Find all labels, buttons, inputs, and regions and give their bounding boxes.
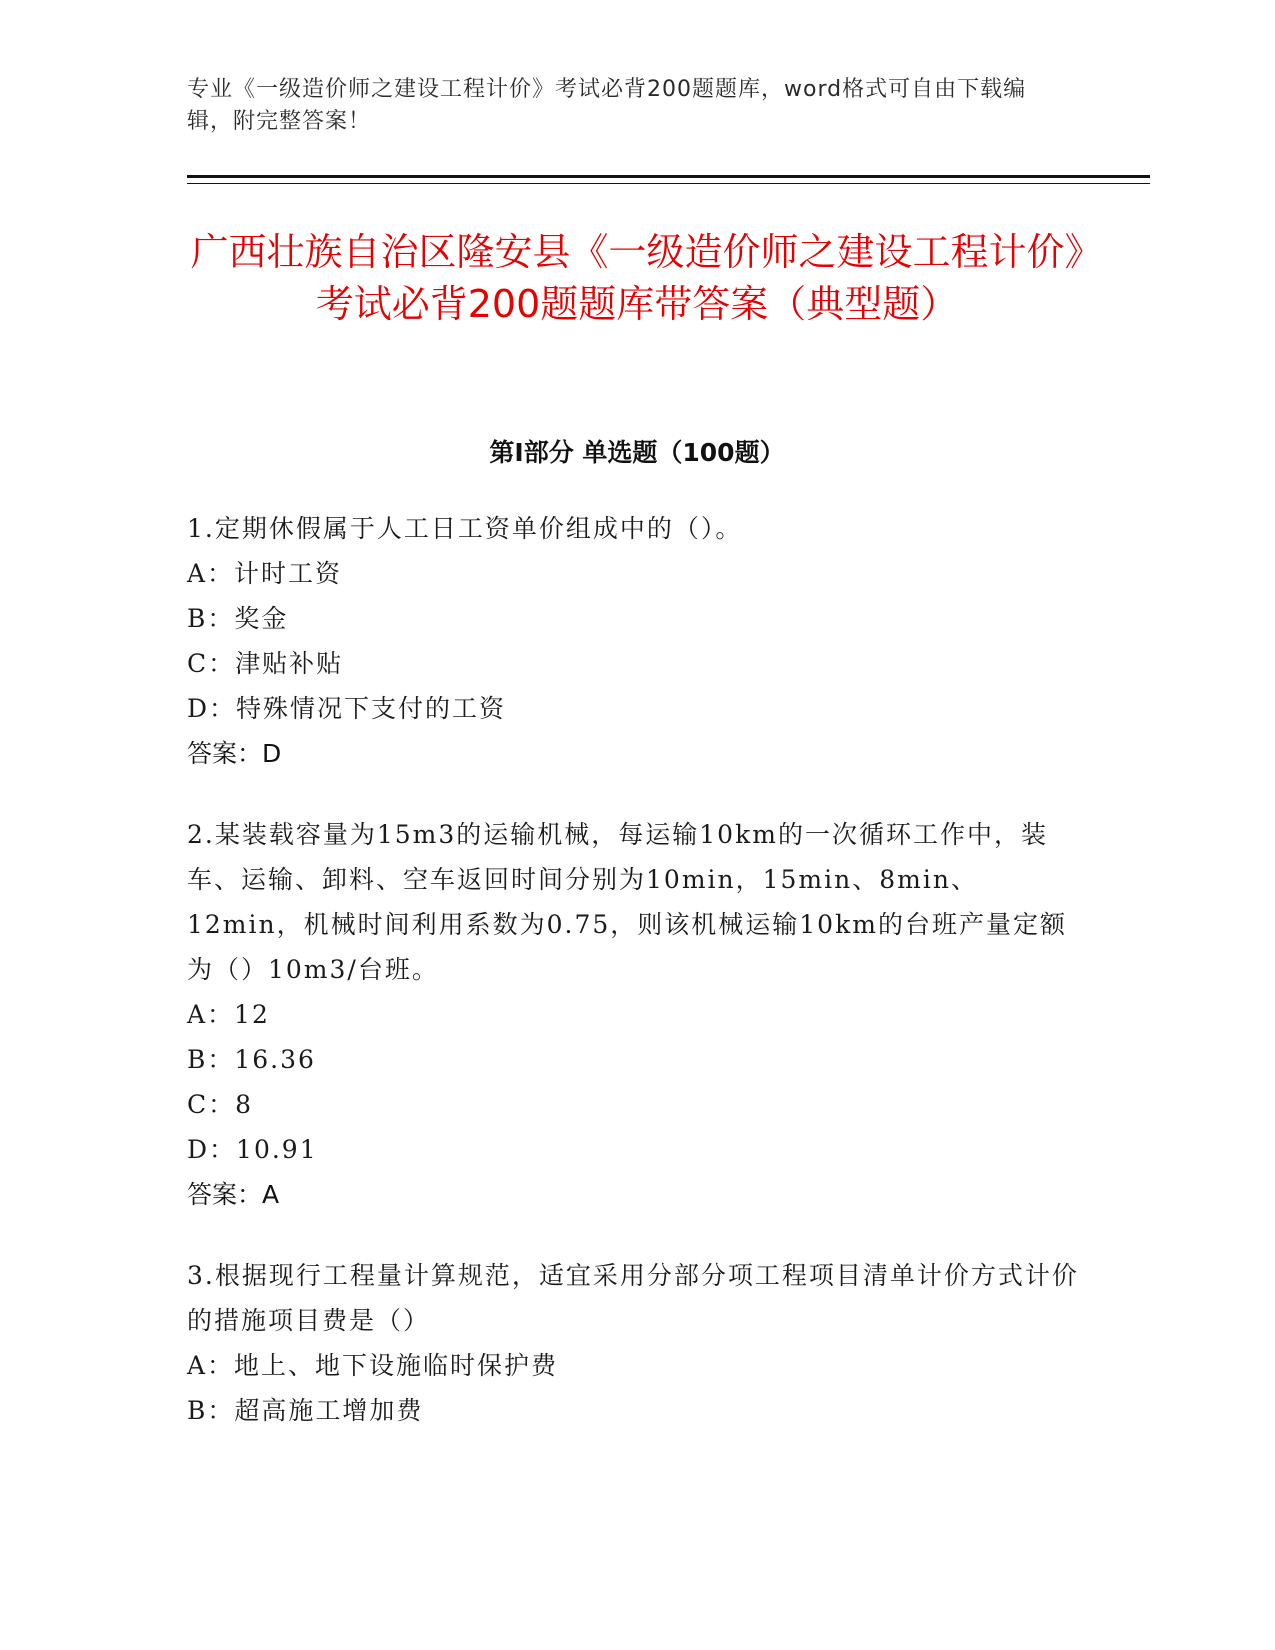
question-1: [187, 506, 1087, 776]
header-note: 专业《一级造价师之建设工程计价》考试必背200题题库，word格式可自由下载编辑，附完整答案！: [187, 77, 1027, 134]
header-rule-thin: [187, 183, 1150, 184]
option-d: D：特殊情况下支付的工资: [187, 694, 507, 723]
question-3: [187, 1253, 1087, 1433]
question-text: 2.某装载容量为15m3的运输机械，每运输10km的一次循环工作中，装车、运输、卸料、空车返回时间分别为10min，15min、8min、12min，机械时间利用系数为0.75，则该机械运输10km的台班产量定额为（）10m3/台班。: [187, 820, 1067, 984]
option-a: A：计时工资: [187, 559, 343, 588]
answer: 答案：D: [187, 739, 282, 768]
option-b: B：奖金: [187, 604, 289, 633]
option-c: C：8: [187, 1090, 254, 1119]
option-b: B：超高施工增加费: [187, 1396, 424, 1425]
question-2: [187, 812, 1087, 1217]
section-heading: 第I部分 单选题（100题）: [489, 438, 785, 467]
question-text: 1.定期休假属于人工日工资单价组成中的（）。: [187, 514, 743, 543]
question-text: 3.根据现行工程量计算规范，适宜采用分部分项工程项目清单计价方式计价的措施项目费是（）: [187, 1261, 1079, 1335]
option-a: A：地上、地下设施临时保护费: [187, 1351, 559, 1380]
option-a: A：12: [187, 1000, 270, 1029]
option-d: D：10.91: [187, 1135, 318, 1164]
document-title: 广西壮族自治区隆安县《一级造价师之建设工程计价》考试必背200题题库带答案（典型题）: [190, 230, 1084, 326]
option-b: B：16.36: [187, 1045, 316, 1074]
option-c: C：津贴补贴: [187, 649, 344, 678]
header-rule-thick: [187, 175, 1150, 178]
answer: 答案：A: [187, 1180, 280, 1209]
